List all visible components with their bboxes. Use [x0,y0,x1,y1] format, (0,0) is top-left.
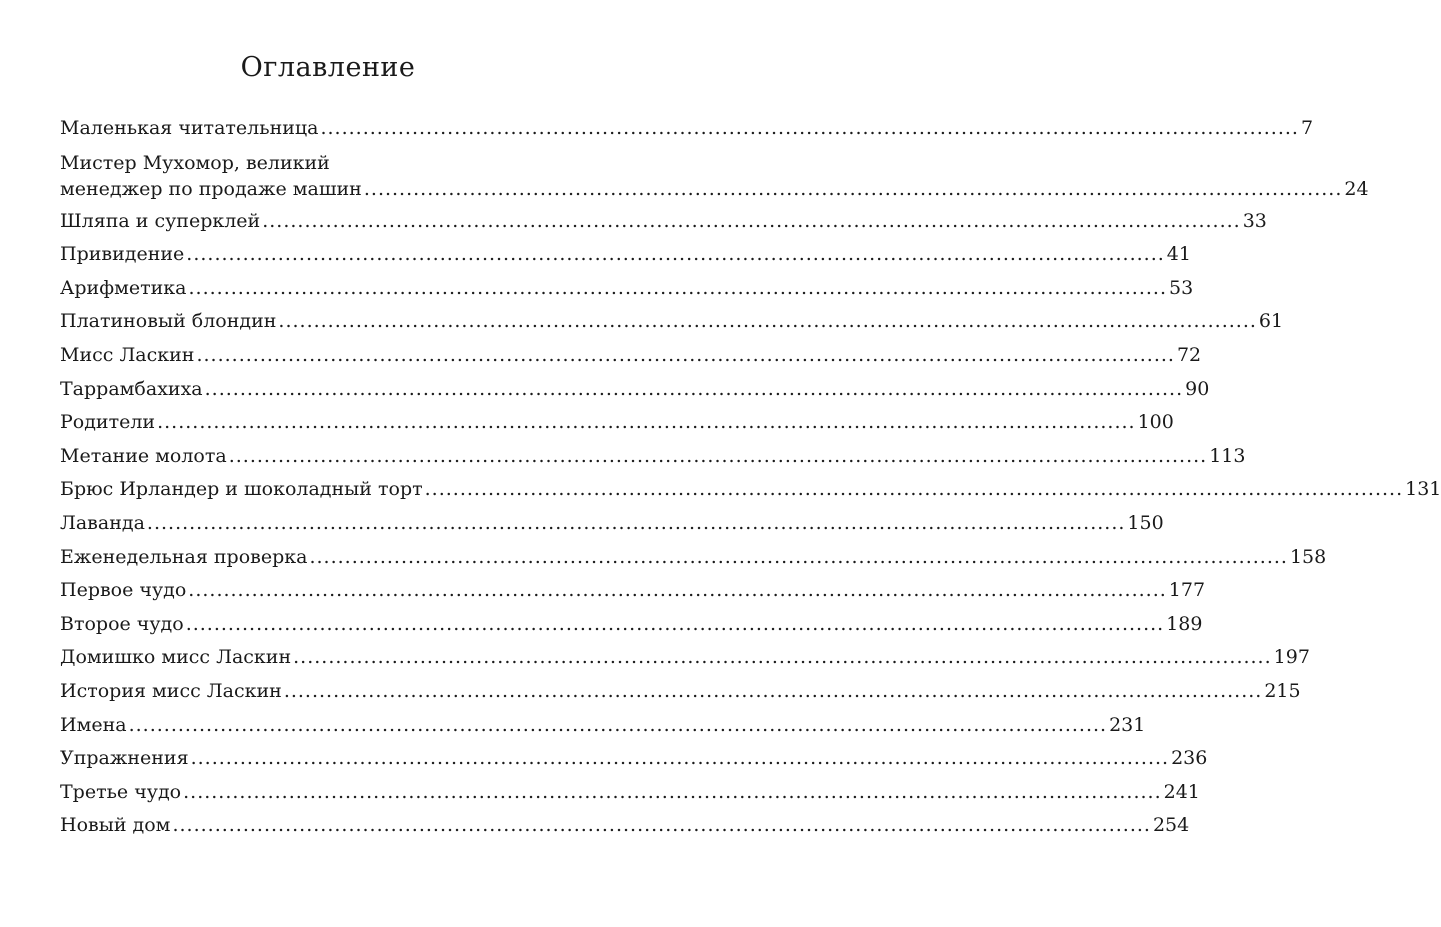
toc-entry-page-number: 7 [1300,117,1314,139]
dot-leader: ........................................................................................................................................... [185,612,1165,635]
toc-entry-title: История мисс Ласкин [60,679,282,702]
toc-entry-row [60,641,1310,675]
dot-leader: ........................................................................................................................................... [363,177,1343,200]
toc-entry [60,675,1301,709]
toc-entry-row [60,305,1284,339]
dot-leader: ........................................................................................................................................... [320,117,1299,139]
toc-entry-row [60,373,1210,407]
toc-entry-page-number: 100 [1137,411,1174,434]
toc-entry [60,373,1210,407]
dot-leader: ........................................................................................................................................... [186,243,1165,266]
toc-entry-row [60,440,1246,474]
toc-entry-title: Маленькая читательница [60,117,319,139]
toc-entry-page-number: 53 [1169,276,1194,299]
toc-entry-title: Родители [60,411,156,434]
toc-entry [60,146,1369,205]
toc-entry-page-number: 158 [1289,545,1327,568]
toc-entry-title: Имена [60,713,127,736]
toc-entry [60,205,1267,239]
toc-entry [60,440,1246,474]
dot-leader: ........................................................................................................................................... [204,377,1184,400]
toc-entry-row [60,742,1208,776]
toc-entry [60,641,1310,675]
toc-entry-title: Домишко мисс Ласкин [60,646,292,669]
toc-entry [60,608,1203,642]
toc-entry [60,238,1191,272]
toc-entry-title: Привидение [60,243,185,266]
toc-entry [60,339,1202,373]
dot-leader: ........................................................................................................................................... [262,209,1241,232]
toc-entry-title: Первое чудо [60,579,187,602]
dot-leader: ........................................................................................................................................... [172,814,1151,837]
dot-leader: ........................................................................................................................................... [196,343,1175,366]
toc-entry [60,112,1314,146]
toc-entry-page-number: 189 [1166,612,1203,635]
toc-entry [60,473,1441,507]
toc-entry-page-number: 24 [1344,177,1369,200]
toc-entry-row [60,709,1146,743]
dot-leader: ........................................................................................................................................... [128,713,1108,736]
dot-leader: ........................................................................................................................................... [228,444,1208,467]
toc-entry-page-number: 113 [1209,444,1246,467]
toc-entry-row [60,675,1301,709]
toc-entry-row [60,238,1191,272]
toc-entry-row [60,406,1174,440]
toc-entry-row [60,205,1267,239]
toc-entry-title: Шляпа и суперклей [60,209,261,232]
toc-entry-title: Второе чудо [60,612,184,635]
toc-entry-title: Арифметика [60,276,187,299]
toc-entry-row [60,574,1206,608]
toc-entry-row [60,507,1164,541]
toc-entry-page-number: 131 [1405,478,1441,501]
toc-entry-title: Третье чудо [60,780,182,803]
dot-leader: ........................................................................................................................................... [157,411,1136,434]
table-of-contents [60,112,1441,843]
dot-leader: ........................................................................................................................................... [309,545,1288,568]
dot-leader: ........................................................................................................................................... [183,780,1162,803]
toc-entry-title: Мисс Ласкин [60,343,195,366]
toc-entry [60,776,1200,810]
toc-entry-page-number: 241 [1163,780,1200,803]
dot-leader: ........................................................................................................................................... [293,646,1272,669]
toc-entry-row [60,339,1202,373]
dot-leader: ........................................................................................................................................... [424,478,1404,501]
page-title: Оглавление [240,52,416,83]
toc-entry-row [60,776,1200,810]
toc-entry-page-number: 177 [1168,579,1206,602]
toc-entry [60,507,1164,541]
toc-entry-title: Брюс Ирландер и шоколадный торт [60,478,423,501]
dot-leader: ........................................................................................................................................... [188,579,1167,602]
toc-entry-row [60,473,1441,507]
toc-entry [60,305,1284,339]
toc-entry-page-number: 33 [1242,209,1267,232]
toc-entry [60,406,1174,440]
toc-entry-page-number: 215 [1264,679,1301,702]
toc-entry-page-number: 90 [1185,377,1210,400]
toc-entry [60,272,1194,306]
toc-entry-row [60,272,1194,306]
dot-leader: ........................................................................................................................................... [146,511,1126,534]
toc-entry-page-number: 61 [1258,310,1284,333]
toc-entry-page-number: 254 [1152,814,1190,837]
dot-leader: ........................................................................................................................................... [188,276,1167,299]
toc-entry [60,574,1206,608]
toc-entry [60,541,1327,575]
toc-entry-row [60,112,1314,146]
toc-entry-page-number: 41 [1166,243,1191,266]
toc-entry-title: Упражнения [60,747,189,770]
dot-leader: ........................................................................................................................................... [283,679,1263,702]
toc-entry-title: Таррамбахиха [60,377,203,400]
toc-entry-page-number: 236 [1171,747,1208,770]
toc-entry [60,742,1208,776]
toc-entry-row [60,541,1327,575]
toc-entry [60,709,1146,743]
toc-entry-page-number: 72 [1176,343,1202,366]
toc-entry-title: менеджер по продаже машин [60,177,362,200]
toc-entry-title: Платиновый блондин [60,310,277,333]
toc-entry-title: Метание молота [60,444,227,467]
toc-entry-row [60,809,1190,843]
toc-entry [60,809,1190,843]
toc-entry-page-number: 197 [1273,646,1310,669]
dot-leader: ........................................................................................................................................... [278,310,1257,333]
toc-entry-row [60,608,1203,642]
toc-entry-page-number: 150 [1127,511,1164,534]
toc-entry-title: Лаванда [60,511,145,534]
toc-entry-title: Новый дом [60,814,171,837]
dot-leader: ........................................................................................................................................... [190,747,1170,770]
toc-entry-page-number: 231 [1109,713,1146,736]
toc-entry-title-line: Мистер Мухомор, великий [60,151,330,174]
toc-entry-title: Еженедельная проверка [60,545,308,568]
toc-entry-row [60,176,1369,202]
